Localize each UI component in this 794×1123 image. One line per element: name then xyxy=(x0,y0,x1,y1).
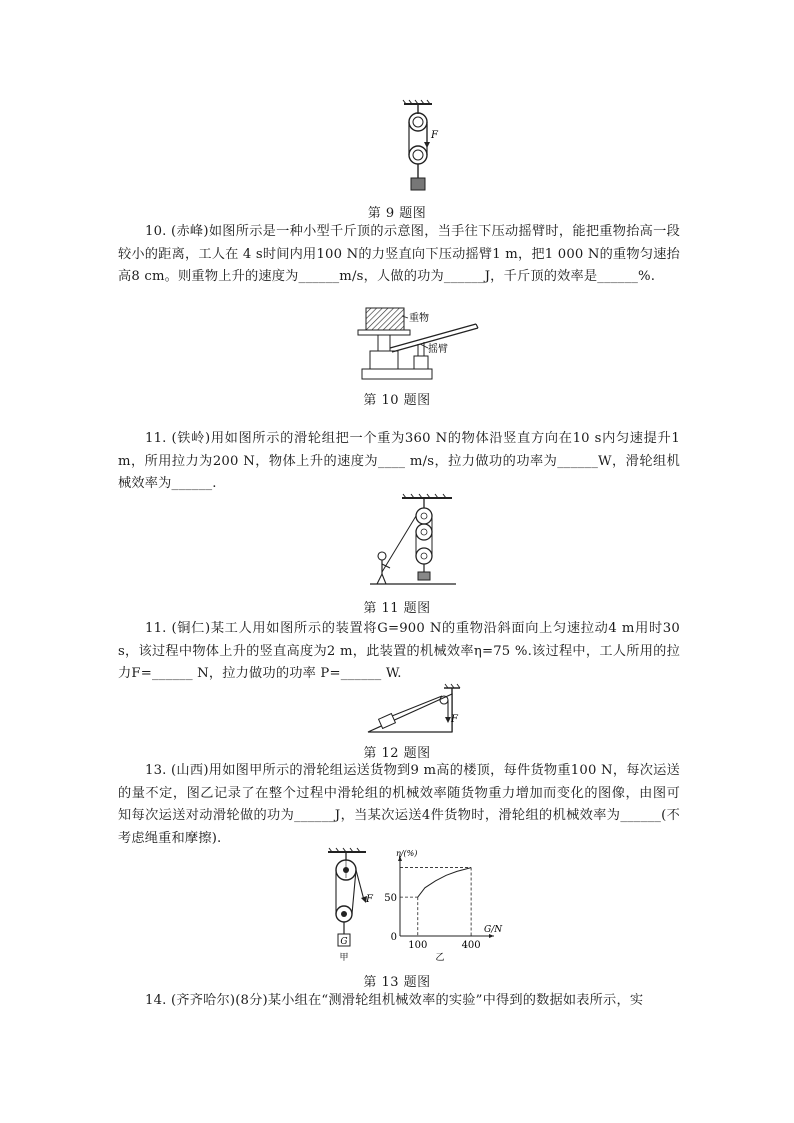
question-13-text: 13. (山西)用如图甲所示的滑轮组运送货物到9 m高的楼顶，每件货物重100 N，每次运送的量不定，图乙记录了在整个过程中滑轮组的机械效率随货物重力增加而变化的图像，由图可知每次运送对动滑轮做的功为______J，当某次运送4件货物时，滑轮组的机械效率为______(不考虑绳重和摩擦). xyxy=(118,763,680,846)
figure-13-yi-label: 乙 xyxy=(435,953,445,963)
figure-13-caption: 第 13 题图 xyxy=(363,975,431,990)
figure-12-force-label: F xyxy=(451,714,458,725)
figure-13-jia-label: 甲 xyxy=(339,953,349,963)
x-axis-label: G/N xyxy=(484,925,503,935)
figure-10-jack xyxy=(352,304,482,384)
y-axis-label: η/(%) xyxy=(396,849,418,858)
x-tick-label: 100 xyxy=(408,940,428,951)
figure-9-caption: 第 9 题图 xyxy=(367,206,427,221)
y-tick-label: 50 xyxy=(384,893,397,905)
question-14-text: 14. (齐齐哈尔)(8分)某小组在“测滑轮组机械效率的实验”中得到的数据如表所示，实 xyxy=(145,993,644,1008)
figure-10-caption: 第 10 题图 xyxy=(363,393,431,408)
question-11a-text: 11. (铁岭)用如图所示的滑轮组把一个重为360 N的物体沿竖直方向在10 s内匀速提升1 m，所用拉力为200 N，物体上升的速度为____ m/s，拉力做功的功率为______W，滑轮组机械效率为______. xyxy=(118,431,680,491)
question-10-text: 10. (赤峰)如图所示是一种小型千斤顶的示意图，当手往下压动摇臂时，能把重物抬高一段较小的距离，工人在 4 s时间内用100 N的力竖直向下压动摇臂1 m，把1 000 N的重物匀速抬高8 cm。则重物上升的速度为______m/s，人做的功为______J，千斤顶的效率是______%. xyxy=(118,224,680,284)
figure-9-force-label: F xyxy=(431,130,438,141)
figure-10-weight-label: 重物 xyxy=(409,313,429,324)
figure-10-arm-label: 摇臂 xyxy=(428,344,448,355)
figure-13-pulley-jia xyxy=(322,848,376,964)
figure-11-pulley-system xyxy=(368,494,458,590)
question-11b-text: 11. (铜仁)某工人用如图所示的装置将G=900 N的重物沿斜面向上匀速拉动4 m用时30 s，该过程中物体上升的竖直高度为2 m，此装置的机械效率η=75 %.该过程中，工人所用的拉力F=______ N，拉力做功的功率 P=______ W. xyxy=(118,621,680,681)
figure-12-caption: 第 12 题图 xyxy=(363,746,431,761)
figure-13-weight-label: G xyxy=(340,937,348,947)
figure-12-incline xyxy=(364,682,464,738)
figure-11-caption: 第 11 题图 xyxy=(363,601,431,616)
figure-13-efficiency-chart xyxy=(382,849,503,964)
figure-13-force-label: F xyxy=(366,894,373,905)
figure-9-pulley xyxy=(396,100,440,192)
y-tick-label: 0 xyxy=(390,932,397,943)
series-line xyxy=(418,868,471,898)
x-tick-label: 400 xyxy=(461,940,481,951)
